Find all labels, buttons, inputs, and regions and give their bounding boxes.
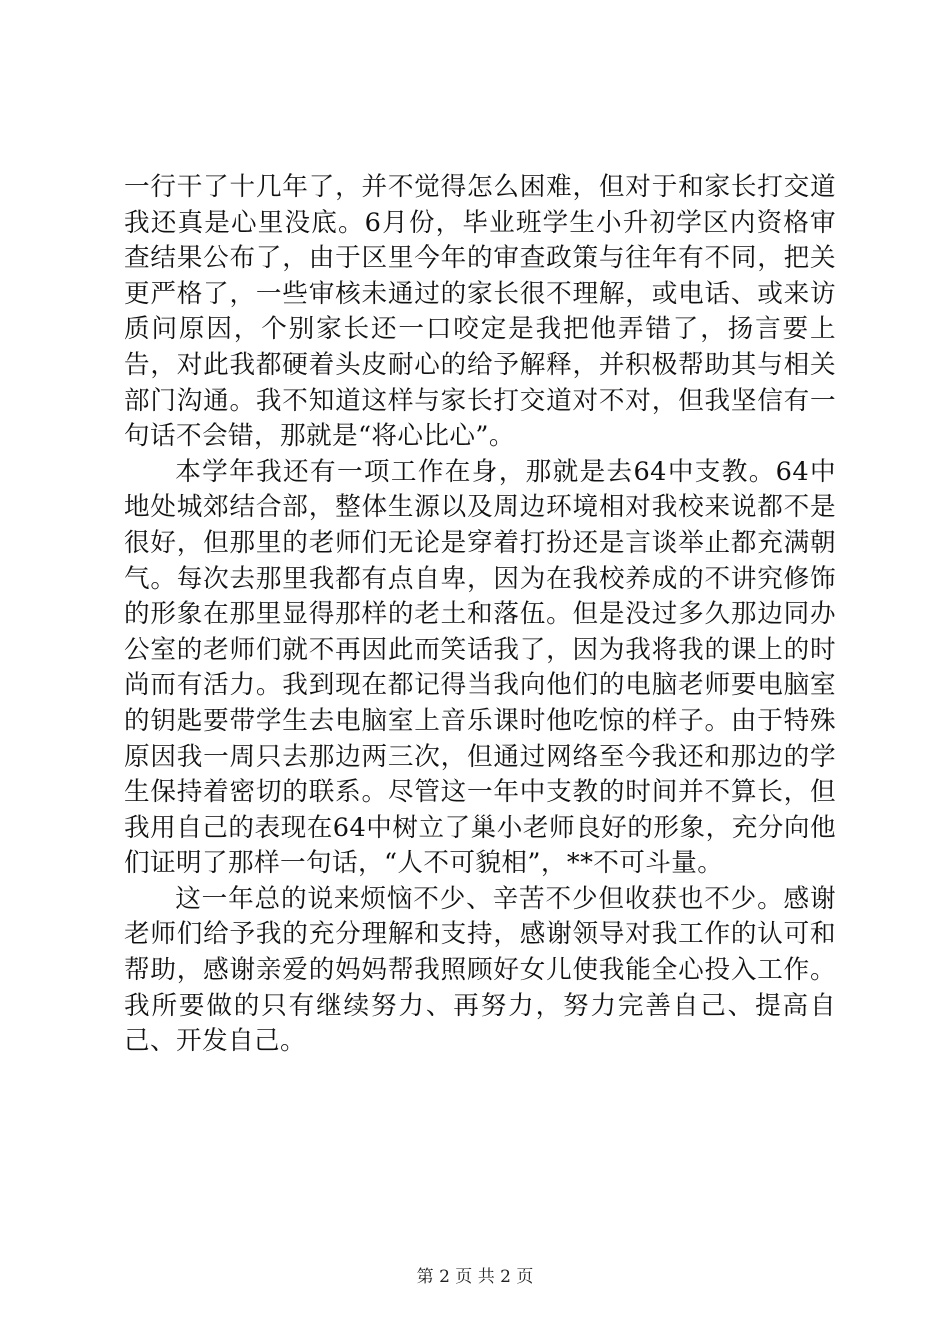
paragraph-1: 一行干了十几年了，并不觉得怎么困难，但对于和家长打交道我还真是心里没底。6月份，毕业班学生小升初学区内资格审查结果公布了，由于区里今年的审查政策与往年有不同，把关更严格了，一些审核未通过的家长很不理解，或电话、或来访质问原因，个别家长还一口咬定是我把他弄错了，扬言要上告，对此我都硬着头皮耐心的给予解释，并积极帮助其与相关部门沟通。我不知道这样与家长打交道对不对，但我坚信有一句话不会错，那就是“将心比心”。 (124, 172, 836, 452)
document-body (124, 170, 836, 1060)
page-number-footer: 第 2 页 共 2 页 (416, 1267, 534, 1287)
paragraph-2: 本学年我还有一项工作在身，那就是去64中支教。64中地处城郊结合部，整体生源以及周边环境相对我校来说都不是很好，但那里的老师们无论是穿着打扮还是言谈举止都充满朝气。每次去那里我都有点自卑，因为在我校养成的不讲究修饰的形象在那里显得那样的老土和落伍。但是没过多久那边同办公室的老师们就不再因此而笑话我了，因为我将我的课上的时尚而有活力。我到现在都记得当我向他们的电脑老师要电脑室的钥匙要带学生去电脑室上音乐课时他吃惊的样子。由于特殊原因我一周只去那边两三次，但通过网络至今我还和那边的学生保持着密切的联系。尽管这一年中支教的时间并不算长，但我用自己的表现在64中树立了巢小老师良好的形象，充分向他们证明了那样一句话，“人不可貌相”，**不可斗量。 (124, 456, 836, 879)
paragraph-3: 这一年总的说来烦恼不少、辛苦不少但收获也不少。感谢老师们给予我的充分理解和支持，感谢领导对我工作的认可和帮助，感谢亲爱的妈妈帮我照顾好女儿使我能全心投入工作。我所要做的只有继续努力、再努力，努力完善自己、提高自己、开发自己。 (124, 883, 836, 1057)
